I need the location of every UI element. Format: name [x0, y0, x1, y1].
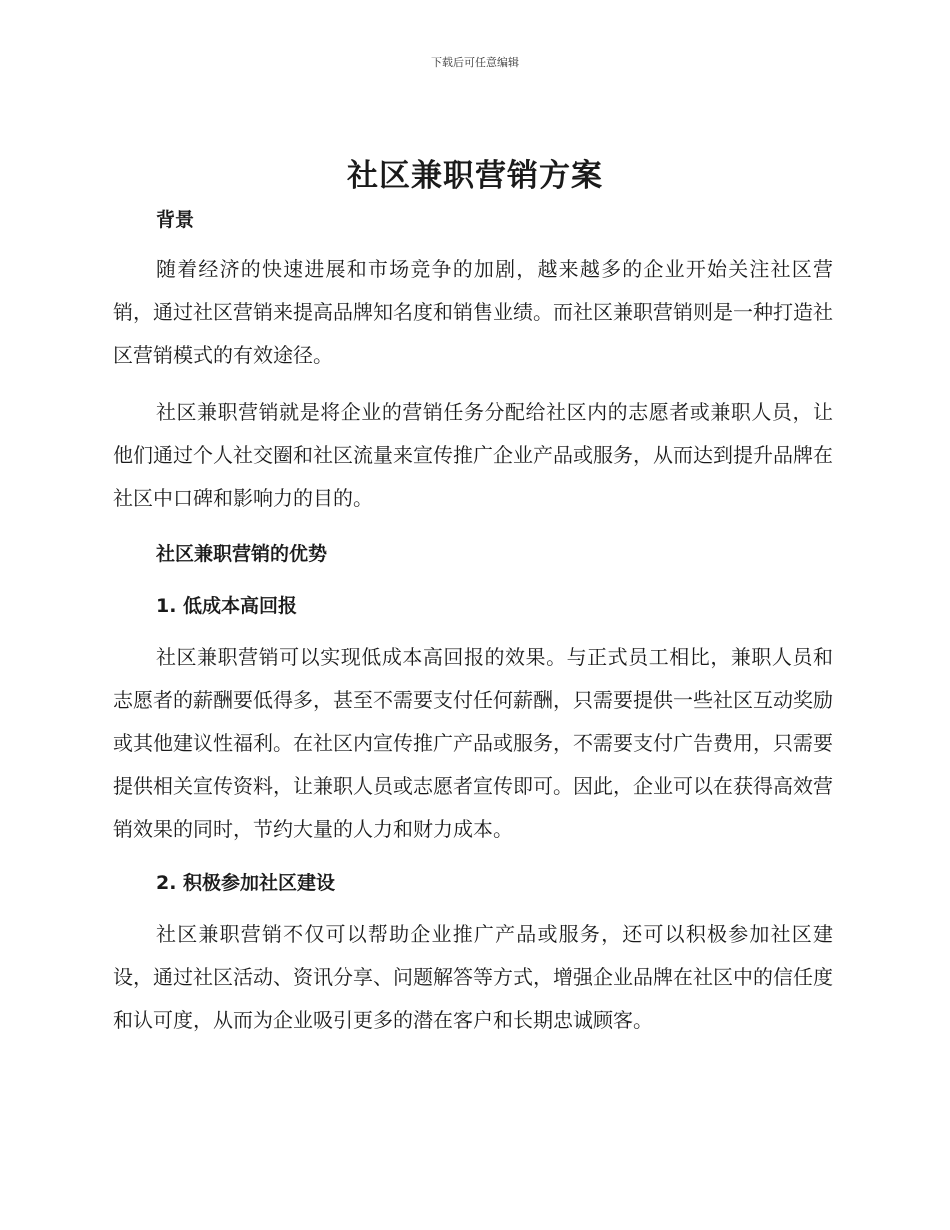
document-title: 社区兼职营销方案 [347, 158, 603, 194]
document-body [113, 200, 833, 1042]
paragraph-background-2: 社区兼职营销就是将企业的营销任务分配给社区内的志愿者或兼职人员，让他们通过个人社交圈和社区流量来宣传推广企业产品或服务，从而达到提升品牌在社区中口碑和影响力的目的。 [113, 400, 833, 510]
paragraph-low-cost: 社区兼职营销可以实现低成本高回报的效果。与正式员工相比，兼职人员和志愿者的薪酬要低得多，甚至不需要支付任何薪酬，只需要提供一些社区互动奖励或其他建议性福利。在社区内宣传推广产品或服务，不需要支付广告费用，只需要提供相关宣传资料，让兼职人员或志愿者宣传即可。因此，企业可以在获得高效营销效果的同时，节约大量的人力和财力成本。 [113, 645, 833, 841]
section-heading-advantages: 社区兼职营销的优势 [156, 543, 328, 565]
subheading-low-cost: 1. 低成本高回报 [156, 595, 298, 617]
subheading-community-building: 2. 积极参加社区建设 [156, 872, 336, 894]
paragraph-background-1: 随着经济的快速进展和市场竞争的加剧，越来越多的企业开始关注社区营销，通过社区营销来提高品牌知名度和销售业绩。而社区兼职营销则是一种打造社区营销模式的有效途径。 [113, 257, 833, 367]
section-heading-background: 背景 [156, 209, 195, 231]
page-header-note: 下载后可任意编辑 [431, 56, 519, 69]
paragraph-community-building: 社区兼职营销不仅可以帮助企业推广产品或服务，还可以积极参加社区建设，通过社区活动、资讯分享、问题解答等方式，增强企业品牌在社区中的信任度和认可度，从而为企业吸引更多的潜在客户和长期忠诚顾客。 [113, 922, 833, 1032]
